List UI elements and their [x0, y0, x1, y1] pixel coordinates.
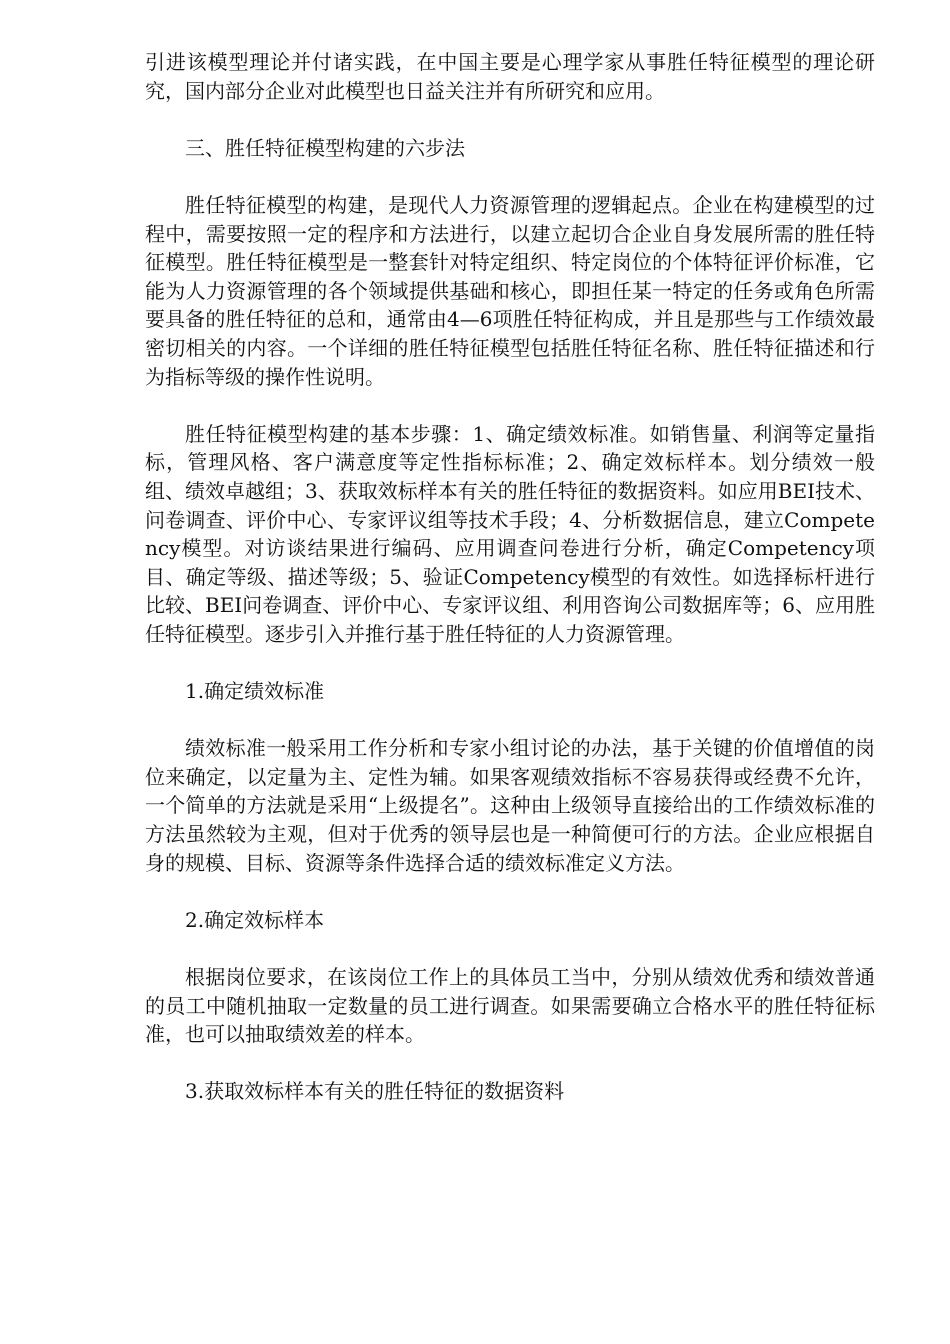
paragraph-performance-standard: 绩效标准一般采用工作分析和专家小组讨论的办法，基于关键的价值增值的岗位来确定，以定量为主、定性为辅。如果客观绩效指标不容易获得或经费不允许，一个简单的方法就是采用“上级提名”。这种由上级领导直接给出的工作绩效标准的方法虽然较为主观，但对于优秀的领导层也是一种简便可行的方法。企业应根据自身的规模、目标、资源等条件选择合适的绩效标准定义方法。: [145, 736, 875, 875]
subheading-performance-standard: 1.确定绩效标准: [185, 679, 325, 704]
paragraph-model-construction: 胜任特征模型的构建，是现代人力资源管理的逻辑起点。企业在构建模型的过程中，需要按照一定的程序和方法进行，以建立起切合企业自身发展所需的胜任特征模型。胜任特征模型是一整套针对特定组织、特定岗位的个体特征评价标准，它能为人力资源管理的各个领域提供基础和核心，即担任某一特定的任务或角色所需要具备的胜任特征的总和，通常由4—6项胜任特征构成，并且是那些与工作绩效最密切相关的内容。一个详细的胜任特征模型包括胜任特征名称、胜任特征描述和行为指标等级的操作性说明。: [145, 192, 875, 389]
section-heading-six-steps: 三、胜任特征模型构建的六步法: [185, 135, 465, 160]
paragraph-criterion-sample: 根据岗位要求，在该岗位工作上的具体员工当中，分别从绩效优秀和绩效普通的员工中随机抽取一定数量的员工进行调查。如果需要确立合格水平的胜任特征标准，也可以抽取绩效差的样本。: [145, 965, 875, 1047]
paragraph-intro-continuation: 引进该模型理论并付诸实践，在中国主要是心理学家从事胜任特征模型的理论研究，国内部分企业对此模型也日益关注并有所研究和应用。: [145, 50, 875, 103]
paragraph-basic-steps: 胜任特征模型构建的基本步骤：1、确定绩效标准。如销售量、利润等定量指标，管理风格、客户满意度等定性指标标准；2、确定效标样本。划分绩效一般组、绩效卓越组；3、获取效标样本有关的胜任特征的数据资料。如应用BEI技术、问卷调查、评价中心、专家评议组等技术手段；4、分析数据信息，建立Competency模型。对访谈结果进行编码、应用调查问卷进行分析，确定Competency项目、确定等级、描述等级；5、验证Competency模型的有效性。如选择标杆进行比较、BEI问卷调查、评价中心、专家评议组、利用咨询公司数据库等；6、应用胜任特征模型。逐步引入并推行基于胜任特征的人力资源管理。: [145, 421, 875, 646]
subheading-criterion-sample: 2.确定效标样本: [185, 907, 325, 932]
subheading-data-collection: 3.获取效标样本有关的胜任特征的数据资料: [185, 1079, 565, 1104]
document-page: [145, 48, 875, 1135]
